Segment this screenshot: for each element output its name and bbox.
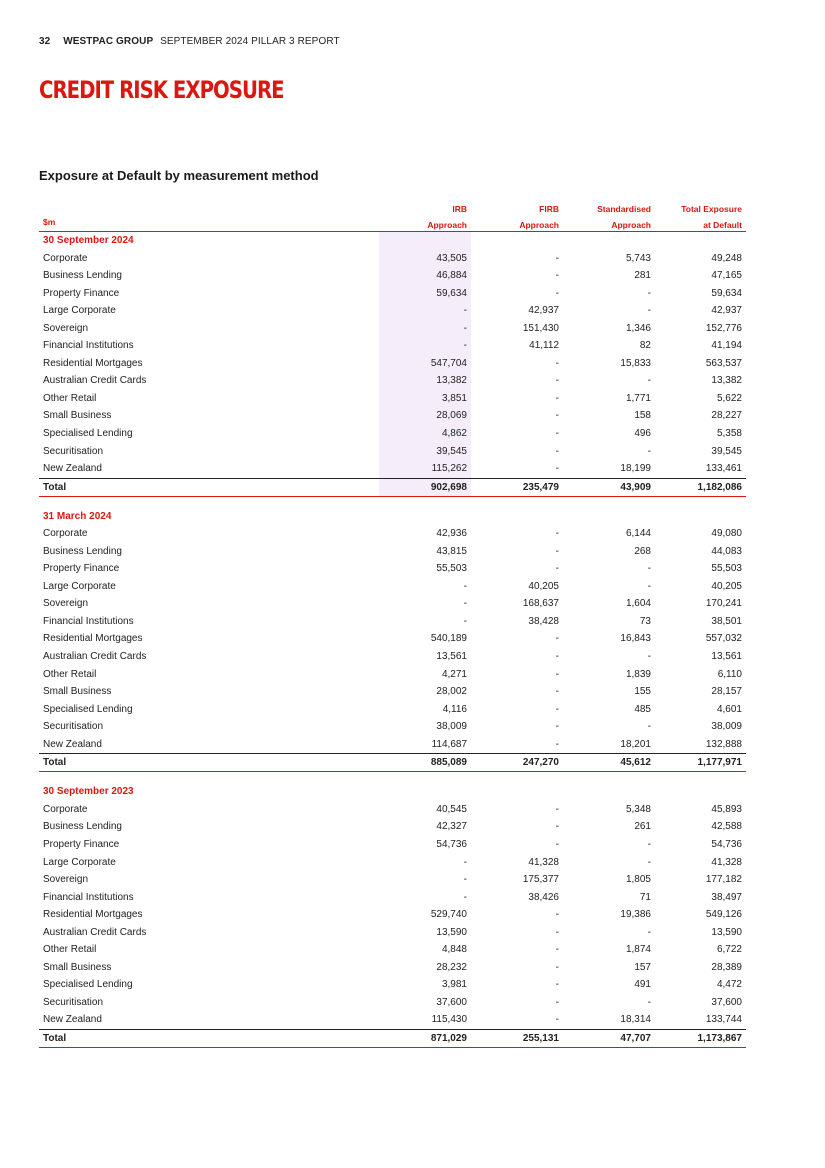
table-row <box>39 285 746 303</box>
cell-value: 151,430 <box>522 322 559 334</box>
cell-value: 1,805 <box>625 874 651 886</box>
row-label: Residential Mortgages <box>43 357 143 369</box>
cell-value: 1,177,971 <box>697 757 742 769</box>
cell-value: - <box>555 926 559 938</box>
cell-value: - <box>555 410 559 422</box>
cell-value: 15,833 <box>620 357 651 369</box>
cell-value: 1,346 <box>625 322 651 334</box>
cell-value: 28,069 <box>436 410 467 422</box>
cell-value: 549,126 <box>705 909 742 921</box>
row-label: Financial Institutions <box>43 340 134 352</box>
cell-value: 45,612 <box>620 757 651 769</box>
cell-value: 49,080 <box>711 528 742 540</box>
cell-value: 55,503 <box>436 563 467 575</box>
row-label: Securitisation <box>43 996 104 1008</box>
cell-value: 6,144 <box>625 528 651 540</box>
cell-value: 491 <box>634 979 651 991</box>
table-row <box>39 1011 746 1029</box>
cell-value: 13,590 <box>711 926 742 938</box>
table-row <box>39 443 746 461</box>
cell-value: 261 <box>634 821 651 833</box>
cell-value: - <box>555 357 559 369</box>
cell-value: - <box>555 528 559 540</box>
row-label: Large Corporate <box>43 580 116 592</box>
cell-value: 247,270 <box>522 757 559 769</box>
cell-value: - <box>555 633 559 645</box>
cell-value: - <box>555 909 559 921</box>
table-row <box>39 836 746 854</box>
cell-value: - <box>647 651 651 663</box>
cell-value: - <box>555 803 559 815</box>
cell-value: 40,205 <box>528 580 559 592</box>
table-row <box>39 701 746 719</box>
row-label: Total <box>43 481 67 493</box>
cell-value: 1,771 <box>625 392 651 404</box>
cell-value: 168,637 <box>522 598 559 610</box>
table-row <box>39 801 746 819</box>
table-row <box>39 906 746 924</box>
unit-label: $m <box>43 217 56 227</box>
row-label: Securitisation <box>43 445 104 457</box>
cell-value: - <box>647 926 651 938</box>
cell-value: - <box>463 874 467 886</box>
row-label: Property Finance <box>43 563 120 575</box>
cell-value: 157 <box>634 961 651 973</box>
col-header-total-ead: Total Exposure at Default <box>681 204 742 230</box>
cell-value: - <box>463 615 467 627</box>
table-row <box>39 648 746 666</box>
table-row <box>39 320 746 338</box>
table-row <box>39 871 746 889</box>
cell-value: 5,358 <box>716 428 742 440</box>
cell-value: 496 <box>634 428 651 440</box>
cell-value: 5,622 <box>716 392 742 404</box>
table-title: Exposure at Default by measurement method <box>39 168 319 183</box>
cell-value: 235,479 <box>522 481 559 493</box>
cell-value: - <box>555 375 559 387</box>
cell-value: - <box>555 979 559 991</box>
total-row <box>39 478 746 497</box>
table-row <box>39 718 746 736</box>
cell-value: 46,884 <box>436 270 467 282</box>
cell-value: - <box>647 580 651 592</box>
table-row <box>39 941 746 959</box>
cell-value: 42,588 <box>711 821 742 833</box>
cell-value: 49,248 <box>711 252 742 264</box>
exposure-table <box>39 199 746 1048</box>
cell-value: 132,888 <box>705 738 742 750</box>
table-row <box>39 390 746 408</box>
page-title: CREDIT RISK EXPOSURE <box>39 76 284 104</box>
cell-value: 114,687 <box>431 738 467 750</box>
cell-value: - <box>463 580 467 592</box>
cell-value: 40,545 <box>436 803 467 815</box>
cell-value: 5,348 <box>625 803 651 815</box>
row-label: Business Lending <box>43 821 122 833</box>
row-label: Business Lending <box>43 545 122 557</box>
cell-value: 1,173,867 <box>697 1032 742 1044</box>
cell-value: - <box>647 856 651 868</box>
cell-value: 5,743 <box>625 252 651 264</box>
row-label: Small Business <box>43 961 112 973</box>
row-label: New Zealand <box>43 1014 102 1026</box>
cell-value: - <box>555 428 559 440</box>
cell-value: 54,736 <box>436 838 467 850</box>
row-label: Sovereign <box>43 322 89 334</box>
cell-value: 152,776 <box>705 322 742 334</box>
cell-value: 170,241 <box>705 598 742 610</box>
row-label: New Zealand <box>43 738 102 750</box>
cell-value: 38,501 <box>711 615 742 627</box>
cell-value: 18,314 <box>620 1014 651 1026</box>
row-label: Large Corporate <box>43 856 116 868</box>
table-row <box>39 976 746 994</box>
table-row <box>39 994 746 1012</box>
row-label: Other Retail <box>43 668 97 680</box>
cell-value: 59,634 <box>711 287 742 299</box>
col-header-firb: FIRB Approach <box>519 204 559 230</box>
table-row <box>39 924 746 942</box>
cell-value: 82 <box>639 340 651 352</box>
cell-value: - <box>555 738 559 750</box>
cell-value: - <box>555 287 559 299</box>
table-row <box>39 250 746 268</box>
row-label: New Zealand <box>43 463 102 475</box>
table-row <box>39 818 746 836</box>
cell-value: 13,382 <box>436 375 467 387</box>
cell-value: 13,561 <box>711 651 742 663</box>
cell-value: 44,083 <box>711 545 742 557</box>
cell-value: 557,032 <box>705 633 742 645</box>
cell-value: - <box>463 598 467 610</box>
cell-value: 13,382 <box>711 375 742 387</box>
table-row <box>39 666 746 684</box>
cell-value: 16,843 <box>620 633 651 645</box>
cell-value: - <box>555 821 559 833</box>
cell-value: 59,634 <box>436 287 467 299</box>
table-row <box>39 959 746 977</box>
page-number: 32 <box>39 36 51 47</box>
cell-value: 1,604 <box>625 598 651 610</box>
row-label: Financial Institutions <box>43 891 134 903</box>
table-row <box>39 613 746 631</box>
cell-value: 13,590 <box>436 926 467 938</box>
cell-value: 42,936 <box>436 528 467 540</box>
row-label: Business Lending <box>43 270 122 282</box>
row-label: Specialised Lending <box>43 979 133 991</box>
cell-value: - <box>647 996 651 1008</box>
cell-value: 4,848 <box>441 944 467 956</box>
cell-value: 485 <box>634 703 651 715</box>
cell-value: - <box>555 838 559 850</box>
report-name: SEPTEMBER 2024 PILLAR 3 REPORT <box>160 36 340 47</box>
cell-value: 73 <box>639 615 651 627</box>
cell-value: 39,545 <box>436 445 467 457</box>
total-row <box>39 753 746 772</box>
section-title-row <box>39 508 746 526</box>
cell-value: 19,386 <box>620 909 651 921</box>
cell-value: - <box>647 287 651 299</box>
cell-value: 41,328 <box>711 856 742 868</box>
cell-value: 42,937 <box>528 305 559 317</box>
cell-value: - <box>555 445 559 457</box>
row-label: Residential Mortgages <box>43 909 143 921</box>
cell-value: 18,201 <box>620 738 651 750</box>
cell-value: 28,002 <box>436 686 467 698</box>
cell-value: 547,704 <box>430 357 467 369</box>
cell-value: - <box>463 305 467 317</box>
row-label: Total <box>43 757 67 769</box>
cell-value: 28,232 <box>436 961 467 973</box>
table-row <box>39 267 746 285</box>
table-row <box>39 736 746 754</box>
row-label: Financial Institutions <box>43 615 134 627</box>
section-title-row <box>39 783 746 801</box>
row-label: Total <box>43 1032 67 1044</box>
cell-value: - <box>555 252 559 264</box>
cell-value: 268 <box>634 545 651 557</box>
cell-value: - <box>463 891 467 903</box>
cell-value: 133,461 <box>705 463 742 475</box>
section-title-row <box>39 232 746 250</box>
cell-value: 4,862 <box>441 428 467 440</box>
brand-name: WESTPAC GROUP <box>63 36 154 47</box>
cell-value: 38,428 <box>528 615 559 627</box>
cell-value: 37,600 <box>436 996 467 1008</box>
cell-value: 41,194 <box>711 340 742 352</box>
section-title: 30 September 2024 <box>43 235 134 246</box>
row-label: Securitisation <box>43 721 104 733</box>
page-header <box>39 36 340 47</box>
row-label: Corporate <box>43 528 88 540</box>
cell-value: 54,736 <box>711 838 742 850</box>
section-gap <box>39 497 746 508</box>
total-row <box>39 1029 746 1048</box>
cell-value: - <box>647 721 651 733</box>
row-label: Specialised Lending <box>43 703 133 715</box>
cell-value: 902,698 <box>430 481 467 493</box>
cell-value: 4,601 <box>716 703 742 715</box>
cell-value: 42,937 <box>711 305 742 317</box>
cell-value: 155 <box>634 686 651 698</box>
cell-value: - <box>463 340 467 352</box>
cell-value: 115,430 <box>431 1014 467 1026</box>
cell-value: - <box>555 545 559 557</box>
col-header-irb: IRB Approach <box>427 204 467 230</box>
row-label: Small Business <box>43 686 112 698</box>
cell-value: - <box>647 838 651 850</box>
table-row <box>39 355 746 373</box>
table-row <box>39 407 746 425</box>
cell-value: 1,874 <box>625 944 651 956</box>
table-row <box>39 543 746 561</box>
row-label: Large Corporate <box>43 305 116 317</box>
cell-value: 158 <box>634 410 651 422</box>
cell-value: - <box>647 305 651 317</box>
table-row <box>39 683 746 701</box>
cell-value: 133,744 <box>705 1014 742 1026</box>
cell-value: 28,389 <box>711 961 742 973</box>
row-label: Residential Mortgages <box>43 633 143 645</box>
cell-value: 6,110 <box>717 668 742 680</box>
cell-value: 13,561 <box>436 651 467 663</box>
cell-value: 4,271 <box>441 668 467 680</box>
cell-value: - <box>555 996 559 1008</box>
cell-value: 885,089 <box>430 757 467 769</box>
cell-value: 47,707 <box>620 1032 651 1044</box>
table-row <box>39 560 746 578</box>
cell-value: 529,740 <box>430 909 467 921</box>
table-row <box>39 302 746 320</box>
row-label: Small Business <box>43 410 112 422</box>
cell-value: 6,722 <box>716 944 742 956</box>
cell-value: - <box>555 703 559 715</box>
cell-value: - <box>647 563 651 575</box>
row-label: Corporate <box>43 803 88 815</box>
cell-value: 28,227 <box>711 410 742 422</box>
cell-value: 28,157 <box>711 686 742 698</box>
cell-value: 40,205 <box>711 580 742 592</box>
cell-value: 3,981 <box>441 979 467 991</box>
cell-value: 4,116 <box>442 703 467 715</box>
cell-value: 38,009 <box>711 721 742 733</box>
table-row <box>39 578 746 596</box>
cell-value: 540,189 <box>430 633 467 645</box>
cell-value: 18,199 <box>620 463 651 475</box>
table-row <box>39 525 746 543</box>
table-header <box>39 199 746 232</box>
table-row <box>39 630 746 648</box>
cell-value: 55,503 <box>711 563 742 575</box>
cell-value: - <box>555 463 559 475</box>
cell-value: - <box>555 668 559 680</box>
table-row <box>39 372 746 390</box>
cell-value: - <box>555 721 559 733</box>
row-label: Australian Credit Cards <box>43 375 147 387</box>
cell-value: 175,377 <box>522 874 559 886</box>
row-label: Corporate <box>43 252 88 264</box>
table-row <box>39 595 746 613</box>
cell-value: - <box>647 445 651 457</box>
cell-value: - <box>555 563 559 575</box>
cell-value: 177,182 <box>705 874 742 886</box>
table-row <box>39 854 746 872</box>
cell-value: 38,009 <box>436 721 467 733</box>
cell-value: 47,165 <box>711 270 742 282</box>
section-title: 30 September 2023 <box>43 786 134 798</box>
cell-value: - <box>647 375 651 387</box>
cell-value: - <box>555 392 559 404</box>
cell-value: - <box>555 944 559 956</box>
cell-value: 42,327 <box>436 821 467 833</box>
row-label: Specialised Lending <box>43 428 133 440</box>
row-label: Australian Credit Cards <box>43 651 147 663</box>
cell-value: 43,815 <box>436 545 467 557</box>
cell-value: 41,112 <box>529 340 559 352</box>
cell-value: 37,600 <box>711 996 742 1008</box>
cell-value: - <box>463 856 467 868</box>
cell-value: 871,029 <box>430 1032 467 1044</box>
row-label: Other Retail <box>43 392 97 404</box>
table-row <box>39 337 746 355</box>
section-title: 31 March 2024 <box>43 510 112 522</box>
cell-value: - <box>463 322 467 334</box>
cell-value: 281 <box>634 270 651 282</box>
cell-value: 255,131 <box>522 1032 559 1044</box>
table-row <box>39 460 746 478</box>
cell-value: 1,182,086 <box>697 481 742 493</box>
row-label: Australian Credit Cards <box>43 926 147 938</box>
cell-value: 115,262 <box>431 463 467 475</box>
row-label: Other Retail <box>43 944 97 956</box>
cell-value: 45,893 <box>711 803 742 815</box>
row-label: Sovereign <box>43 874 89 886</box>
row-label: Property Finance <box>43 287 120 299</box>
cell-value: 39,545 <box>711 445 742 457</box>
table-body <box>39 232 746 1048</box>
cell-value: - <box>555 1014 559 1026</box>
cell-value: 41,328 <box>528 856 559 868</box>
cell-value: - <box>555 686 559 698</box>
cell-value: 563,537 <box>705 357 742 369</box>
cell-value: 38,426 <box>528 891 559 903</box>
cell-value: 1,839 <box>625 668 651 680</box>
cell-value: - <box>555 270 559 282</box>
cell-value: 4,472 <box>716 979 742 991</box>
cell-value: 3,851 <box>441 392 467 404</box>
row-label: Sovereign <box>43 598 89 610</box>
table-row <box>39 889 746 907</box>
table-row <box>39 425 746 443</box>
row-label: Property Finance <box>43 838 120 850</box>
cell-value: - <box>555 651 559 663</box>
cell-value: - <box>555 961 559 973</box>
cell-value: 38,497 <box>711 891 742 903</box>
cell-value: 43,909 <box>620 481 651 493</box>
cell-value: 71 <box>639 891 651 903</box>
col-header-standardised: Standardised Approach <box>597 204 651 230</box>
section-gap <box>39 772 746 783</box>
cell-value: 43,505 <box>436 252 467 264</box>
